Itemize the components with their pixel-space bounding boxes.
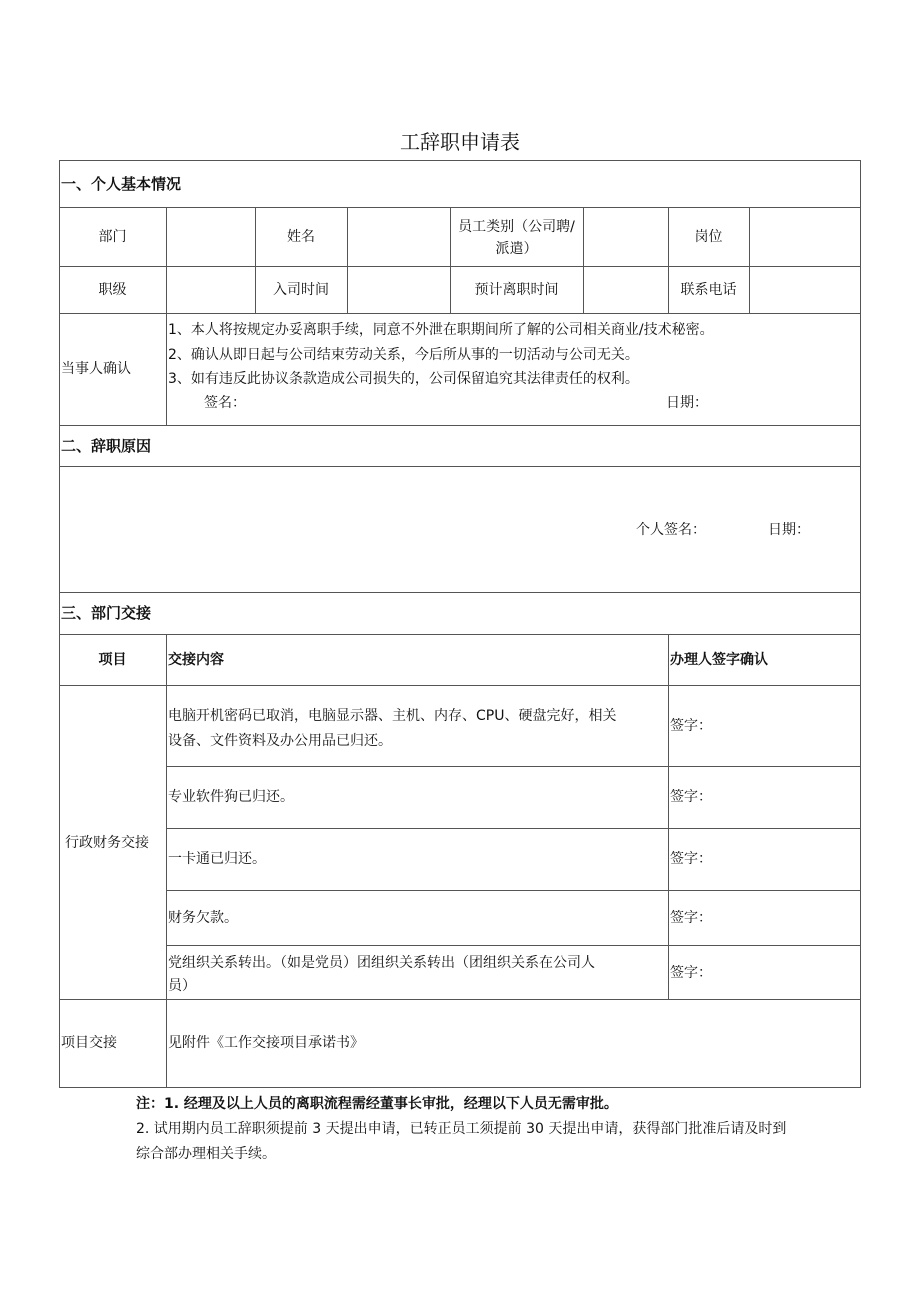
item-sign: 签字： xyxy=(670,851,712,867)
divider xyxy=(166,766,861,767)
divider xyxy=(166,828,861,829)
group-label: 行政财务交接 xyxy=(65,835,149,851)
item-sign: 签字： xyxy=(670,718,712,734)
note-line: 综合部办理相关手续。 xyxy=(136,1146,276,1162)
label-department: 部门 xyxy=(98,229,127,245)
divider xyxy=(668,634,669,999)
divider xyxy=(166,945,861,946)
divider xyxy=(59,313,861,314)
label-phone: 联系电话 xyxy=(680,282,737,298)
confirm-line: 2、确认从即日起与公司结束劳动关系，今后所从事的一切活动与公司无关。 xyxy=(168,347,639,363)
confirm-line: 1、本人将按规定办妥离职手续，同意不外泄在职期间所了解的公司相关商业/技术秘密。 xyxy=(168,322,714,338)
divider xyxy=(59,207,861,208)
divider xyxy=(166,890,861,891)
label-confirm: 当事人确认 xyxy=(61,361,131,377)
section-heading: 一、个人基本情况 xyxy=(61,175,182,193)
divider xyxy=(166,207,167,425)
sign-label: 签名： xyxy=(204,395,246,411)
header-content: 交接内容 xyxy=(168,652,224,668)
item-sign: 签字： xyxy=(670,965,712,981)
personal-sign-label: 个人签名： xyxy=(636,522,706,538)
label-employee-type-2: 派遣） xyxy=(495,241,538,257)
divider xyxy=(59,466,861,467)
project-content: 见附件《工作交接项目承诺书》 xyxy=(168,1035,364,1051)
divider xyxy=(860,160,861,1088)
item-sign: 签字： xyxy=(670,910,712,926)
divider xyxy=(166,634,167,1088)
item-content: 财务欠款。 xyxy=(168,910,238,926)
divider xyxy=(59,685,861,686)
form-title: 工辞职申请表 xyxy=(400,130,520,154)
divider xyxy=(59,1087,861,1088)
item-content: 电脑开机密码已取消，电脑显示器、主机、内存、CPU、硬盘完好，相关 xyxy=(168,708,617,724)
divider xyxy=(59,266,861,267)
section-heading: 三、部门交接 xyxy=(61,604,152,622)
label-name: 姓名 xyxy=(287,229,315,245)
section-heading: 二、辞职原因 xyxy=(61,437,152,455)
label-position: 岗位 xyxy=(694,229,723,245)
label-expected-leave-date: 预计离职时间 xyxy=(474,282,559,298)
divider xyxy=(59,160,861,161)
label-join-date: 入司时间 xyxy=(273,282,329,298)
date-label: 日期： xyxy=(666,395,708,411)
item-sign: 签字： xyxy=(670,789,712,805)
label-employee-type: 员工类别（公司聘/ xyxy=(458,219,575,235)
divider xyxy=(59,592,861,593)
note-line: 2. 试用期内员工辞职须提前 3 天提出申请，已转正员工须提前 30 天提出申请，获得部门批准后请及时到 xyxy=(136,1121,787,1137)
divider xyxy=(749,207,750,313)
item-content: 党组织关系转出。（如是党员）团组织关系转出（团组织关系在公司人 xyxy=(168,955,595,971)
confirm-line: 3、如有违反此协议条款造成公司损失的，公司保留追究其法律责任的权利。 xyxy=(168,371,639,387)
header-sign-confirm: 办理人签字确认 xyxy=(670,652,768,668)
project-label: 项目交接 xyxy=(61,1035,117,1051)
item-content: 一卡通已归还。 xyxy=(168,851,266,867)
item-content: 设备、文件资料及办公用品已归还。 xyxy=(168,733,392,749)
divider xyxy=(347,207,348,313)
divider xyxy=(59,999,861,1000)
label-rank: 职级 xyxy=(98,282,127,298)
item-content: 专业软件狗已归还。 xyxy=(168,789,294,805)
header-item: 项目 xyxy=(98,652,127,668)
date-label: 日期： xyxy=(768,522,810,538)
divider xyxy=(59,425,861,426)
note-line: 注：1. 经理及以上人员的离职流程需经董事长审批，经理以下人员无需审批。 xyxy=(136,1096,618,1112)
divider xyxy=(59,634,861,635)
divider xyxy=(583,207,584,313)
item-content: 员） xyxy=(168,978,196,994)
